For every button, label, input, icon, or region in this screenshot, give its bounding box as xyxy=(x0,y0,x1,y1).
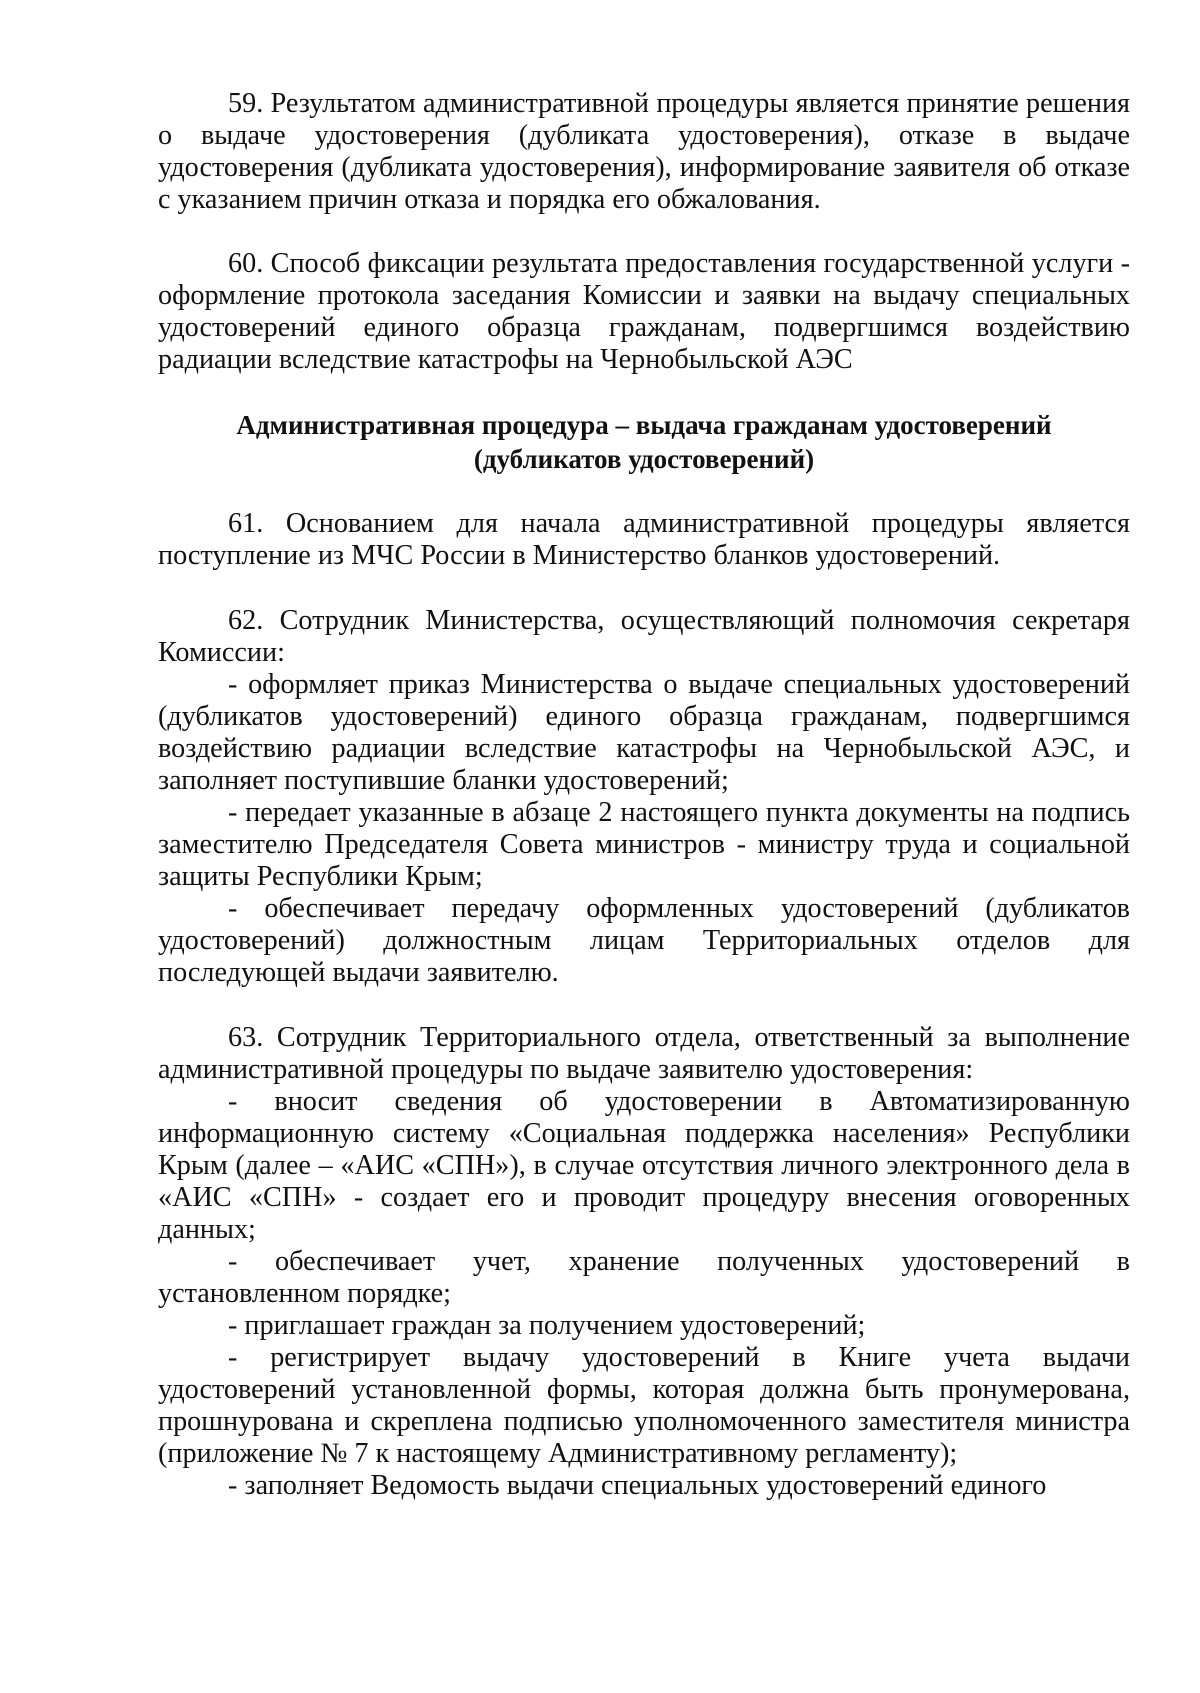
paragraph-63-item-1: - вносит сведения об удостоверении в Автоматизированную информационную систему «Социальная поддержка населения» Республики Крым (далее – «АИС «СПН»), в случае отсутствия личного электронного дела в «АИС «СПН» - создает его и проводит процедуру внесения оговоренных данных; xyxy=(158,1086,1130,1245)
section-heading-line-1: Административная процедура – выдача гражданам удостоверений xyxy=(236,410,1052,440)
paragraph-63-item-2: - обеспечивает учет, хранение полученных удостоверений в установленном порядке; xyxy=(158,1246,1130,1309)
paragraph-62-item-3: - обеспечивает передачу оформленных удостоверений (дубликатов удостоверений) должностным лицам Территориальных отделов для последующей выдачи заявителю. xyxy=(158,893,1130,988)
paragraph-63-item-3: - приглашает граждан за получением удостоверений; xyxy=(228,1310,866,1341)
paragraph-60: 60. Способ фиксации результата предоставления государственной услуги - оформление протокола заседания Комиссии и заявки на выдачу специальных удостоверений единого образца гражданам, подвергшимся воздействию радиации вследствие катастрофы на Чернобыльской АЭС xyxy=(158,248,1130,375)
section-heading xyxy=(158,408,1130,476)
paragraph-62-item-2: - передает указанные в абзаце 2 настоящего пункта документы на подпись заместителю Председателя Совета министров - министру труда и социальной защиты Республики Крым; xyxy=(158,797,1130,892)
paragraph-62-item-1: - оформляет приказ Министерства о выдаче специальных удостоверений (дубликатов удостоверений) единого образца гражданам, подвергшимся воздействию радиации вследствие катастрофы на Чернобыльской АЭС, и заполняет поступившие бланки удостоверений; xyxy=(158,669,1130,796)
paragraph-62-intro: 62. Сотрудник Министерства, осуществляющий полномочия секретаря Комиссии: xyxy=(158,605,1130,668)
section-heading-line-2: (дубликатов удостоверений) xyxy=(473,444,815,474)
paragraph-59: 59. Результатом административной процедуры является принятие решения о выдаче удостоверения (дубликата удостоверения), отказе в выдаче удостоверения (дубликата удостоверения), информирование заявителя об отказе с указанием причин отказа и порядка его обжалования. xyxy=(158,88,1130,215)
paragraph-63-item-4: - регистрирует выдачу удостоверений в Книге учета выдачи удостоверений установленной формы, которая должна быть пронумерована, прошнурована и скреплена подписью уполномоченного заместителя министра (приложение № 7 к настоящему Административному регламенту); xyxy=(158,1342,1130,1469)
paragraph-63-item-5: - заполняет Ведомость выдачи специальных удостоверений единого xyxy=(228,1470,1047,1501)
paragraph-61: 61. Основанием для начала административной процедуры является поступление из МЧС России в Министерство бланков удостоверений. xyxy=(158,508,1130,571)
paragraph-63-intro: 63. Сотрудник Территориального отдела, ответственный за выполнение административной процедуры по выдаче заявителю удостоверения: xyxy=(158,1022,1130,1085)
